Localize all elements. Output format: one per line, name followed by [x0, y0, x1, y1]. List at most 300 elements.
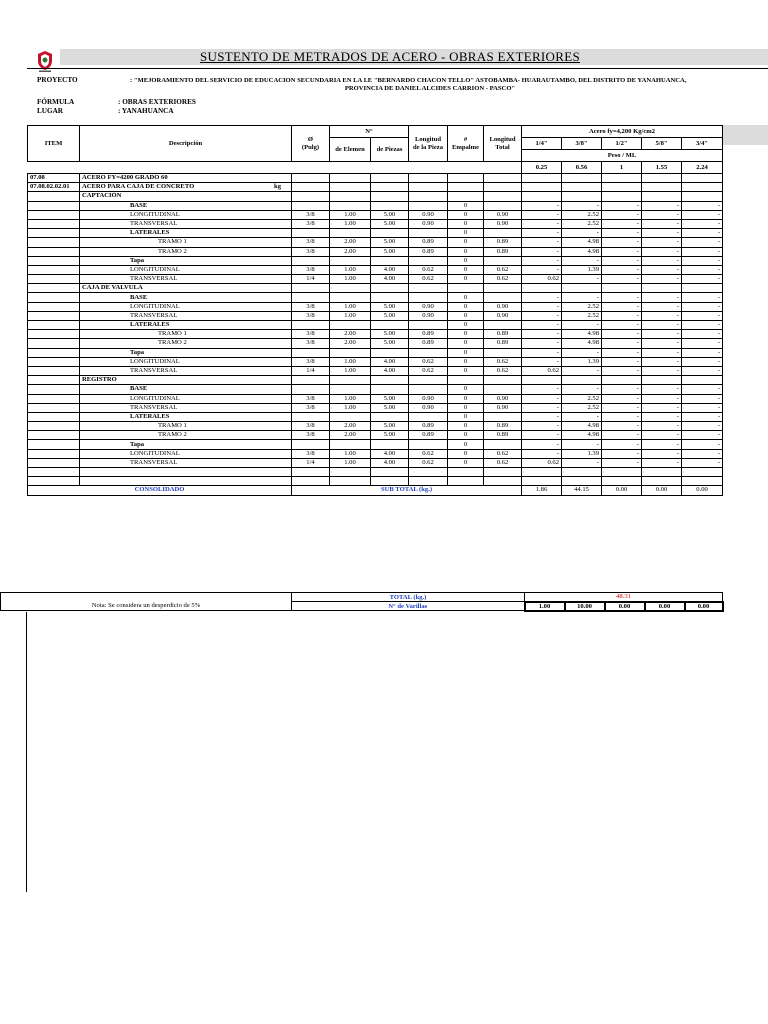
proyecto-value-line1: : "MEJORAMIENTO DEL SERVICIO DE EDUCACION SECUNDARIA EN LA I.E "BERNARDO CHACON TELLO" ASTOBAMBA- HUARAUTAMBO, DEL DISTRITO DE YANAHUANCA, [130, 77, 687, 84]
row-weight-cell: 0.62 [522, 458, 562, 467]
row-elementos: 1.00 [330, 210, 371, 219]
row-weight-cell [562, 192, 602, 201]
row-weight-cell [562, 477, 602, 486]
row-long-pieza [409, 201, 448, 210]
row-weight-cell [642, 174, 682, 183]
row-weight-cell: - [602, 247, 642, 256]
table-row [28, 321, 723, 330]
proyecto-value-line2: PROVINCIA DE DANIEL ALCIDES CARRION - PASCO" [344, 85, 516, 92]
table-row [28, 201, 723, 210]
col-size-4: 5/8" [642, 138, 682, 150]
table-row [28, 376, 723, 385]
row-diametro [292, 385, 330, 394]
row-elementos [330, 192, 371, 201]
row-empalme: 0 [448, 275, 484, 284]
row-weight-cell: 1.39 [562, 357, 602, 366]
row-item [28, 265, 80, 274]
row-piezas: 4.00 [371, 275, 409, 284]
row-weight-cell: - [522, 449, 562, 458]
col-diametro-l2: (Pulg) [301, 143, 320, 151]
row-description: TRANSVERSAL [80, 219, 292, 228]
row-weight-cell: - [602, 422, 642, 431]
row-elementos [330, 440, 371, 449]
row-piezas [371, 284, 409, 293]
row-weight-cell: 2.52 [562, 403, 602, 412]
table-row [28, 275, 723, 284]
row-weight-cell: - [682, 330, 723, 339]
row-piezas [371, 293, 409, 302]
row-weight-cell [682, 192, 723, 201]
row-description: TRANSVERSAL [80, 458, 292, 467]
row-elementos: 1.00 [330, 265, 371, 274]
row-weight-cell: - [522, 321, 562, 330]
row-piezas: 5.00 [371, 247, 409, 256]
weights-spacer [484, 162, 522, 174]
varillas-label: N° de Varillas [292, 602, 525, 611]
table-row [28, 403, 723, 412]
row-diametro: 1/4 [292, 366, 330, 375]
row-piezas: 5.00 [371, 431, 409, 440]
col-diametro-l1: Ø [307, 135, 314, 143]
row-piezas [371, 376, 409, 385]
subtotal-value: 0.00 [602, 486, 642, 495]
row-piezas [371, 385, 409, 394]
table-row [28, 229, 723, 238]
row-empalme [448, 376, 484, 385]
row-weight-cell: - [602, 265, 642, 274]
table-row [28, 431, 723, 440]
row-elementos: 2.00 [330, 422, 371, 431]
row-piezas [371, 440, 409, 449]
row-weight-cell: - [642, 431, 682, 440]
row-description: TRANSVERSAL [80, 403, 292, 412]
table-row [28, 357, 723, 366]
row-diametro [292, 284, 330, 293]
row-weight-cell: - [602, 311, 642, 320]
row-empalme: 0 [448, 440, 484, 449]
totals-table [0, 592, 724, 612]
row-weight-cell: - [642, 293, 682, 302]
row-long-total: 0.62 [484, 275, 522, 284]
row-piezas: 4.00 [371, 265, 409, 274]
row-diametro: 3/8 [292, 449, 330, 458]
row-item: 07.08.02.02.01 [28, 183, 80, 192]
row-elementos: 1.00 [330, 403, 371, 412]
row-weight-cell: - [682, 394, 723, 403]
row-weight-cell: - [522, 385, 562, 394]
row-weight-cell: - [642, 302, 682, 311]
row-elementos [330, 468, 371, 477]
row-description: LONGITUDINAL [80, 449, 292, 458]
row-long-pieza: 0.62 [409, 366, 448, 375]
row-weight-cell: - [682, 229, 723, 238]
row-elementos: 2.00 [330, 339, 371, 348]
row-weight-cell: - [562, 366, 602, 375]
row-weight-cell: - [642, 247, 682, 256]
row-weight-cell: 2.52 [562, 394, 602, 403]
row-weight-cell: 4.98 [562, 247, 602, 256]
row-weight-cell: 2.52 [562, 219, 602, 228]
row-weight-cell: - [522, 440, 562, 449]
row-weight-cell: - [562, 256, 602, 265]
weight-1: 0.25 [522, 162, 562, 174]
row-weight-cell: - [682, 385, 723, 394]
row-weight-cell [682, 183, 723, 192]
lugar-label: LUGAR [37, 107, 63, 115]
row-weight-cell [682, 477, 723, 486]
table-row [28, 449, 723, 458]
row-elementos: 1.00 [330, 449, 371, 458]
table-row [28, 422, 723, 431]
row-empalme [448, 192, 484, 201]
row-long-pieza: 0.90 [409, 311, 448, 320]
row-elementos [330, 284, 371, 293]
row-item [28, 348, 80, 357]
weights-spacer [448, 162, 484, 174]
subtotal-value: 0.00 [642, 486, 682, 495]
row-weight-cell: - [522, 219, 562, 228]
row-piezas [371, 412, 409, 421]
row-weight-cell [602, 376, 642, 385]
subtotal-label: SUB TOTAL (kg.) [292, 486, 522, 495]
row-weight-cell: - [642, 394, 682, 403]
row-item [28, 201, 80, 210]
row-weight-cell: 2.52 [562, 210, 602, 219]
row-item [28, 403, 80, 412]
row-diametro [292, 229, 330, 238]
row-diametro [292, 201, 330, 210]
row-weight-cell: - [602, 302, 642, 311]
row-piezas [371, 468, 409, 477]
row-elementos [330, 376, 371, 385]
row-weight-cell: 4.98 [562, 339, 602, 348]
row-diametro [292, 174, 330, 183]
weights-spacer [292, 162, 330, 174]
row-elementos: 1.00 [330, 311, 371, 320]
weights-spacer [330, 162, 371, 174]
row-weight-cell: - [522, 201, 562, 210]
row-diametro [292, 477, 330, 486]
row-long-total: 0.89 [484, 247, 522, 256]
row-long-total: 0.89 [484, 238, 522, 247]
header-side-band [722, 125, 768, 145]
row-elementos: 2.00 [330, 431, 371, 440]
row-weight-cell: - [522, 238, 562, 247]
row-diametro: 3/8 [292, 238, 330, 247]
row-weight-cell: 4.98 [562, 422, 602, 431]
row-description: TRAMO 2 [80, 431, 292, 440]
row-empalme: 0 [448, 348, 484, 357]
row-weight-cell [642, 192, 682, 201]
row-long-total [484, 468, 522, 477]
row-long-total: 0.62 [484, 265, 522, 274]
row-long-total: 0.90 [484, 219, 522, 228]
row-long-pieza: 0.62 [409, 458, 448, 467]
row-description: LATERALES [80, 229, 292, 238]
table-row [28, 183, 723, 192]
row-description: Tapa [80, 440, 292, 449]
row-weight-cell: - [642, 449, 682, 458]
row-weight-cell: - [642, 403, 682, 412]
row-empalme: 0 [448, 293, 484, 302]
row-elementos: 1.00 [330, 357, 371, 366]
steel-metrics-table [27, 125, 723, 496]
row-long-pieza: 0.90 [409, 302, 448, 311]
row-weight-cell: - [602, 256, 642, 265]
weights-spacer [80, 162, 292, 174]
page-title: SUSTENTO DE METRADOS DE ACERO - OBRAS EXTERIORES [200, 49, 580, 64]
formula-value: : OBRAS EXTERIORES [118, 98, 196, 106]
row-weight-cell: - [642, 339, 682, 348]
table-row [28, 366, 723, 375]
row-weight-cell: - [562, 229, 602, 238]
table-row [28, 458, 723, 467]
row-weight-cell: - [682, 403, 723, 412]
table-row [28, 330, 723, 339]
row-long-pieza: 0.90 [409, 394, 448, 403]
row-weight-cell: - [682, 321, 723, 330]
row-item [28, 357, 80, 366]
row-long-total: 0.90 [484, 403, 522, 412]
row-long-pieza [409, 440, 448, 449]
row-item [28, 321, 80, 330]
row-diametro [292, 192, 330, 201]
row-empalme: 0 [448, 357, 484, 366]
row-long-pieza [409, 468, 448, 477]
row-weight-cell: - [682, 412, 723, 421]
row-piezas: 5.00 [371, 210, 409, 219]
row-piezas [371, 321, 409, 330]
table-row [28, 385, 723, 394]
row-weight-cell [642, 468, 682, 477]
row-weight-cell: - [522, 422, 562, 431]
row-weight-cell: - [642, 366, 682, 375]
row-long-pieza: 0.62 [409, 275, 448, 284]
row-weight-cell: - [522, 229, 562, 238]
row-unit: kg [274, 183, 281, 191]
row-weight-cell: 0.62 [522, 275, 562, 284]
row-empalme: 0 [448, 247, 484, 256]
table-row [28, 394, 723, 403]
row-long-pieza: 0.89 [409, 422, 448, 431]
row-weight-cell [522, 174, 562, 183]
row-long-total: 0.89 [484, 422, 522, 431]
row-weight-cell: - [682, 275, 723, 284]
row-weight-cell: - [642, 238, 682, 247]
row-weight-cell: - [602, 366, 642, 375]
row-piezas [371, 192, 409, 201]
row-description: CAPTACIÓN [80, 192, 292, 201]
row-description: TRAMO 1 [80, 238, 292, 247]
row-weight-cell: 1.39 [562, 449, 602, 458]
table-row [28, 339, 723, 348]
row-empalme: 0 [448, 265, 484, 274]
row-description: BASE [80, 293, 292, 302]
row-empalme: 0 [448, 458, 484, 467]
row-diametro [292, 348, 330, 357]
row-diametro: 3/8 [292, 210, 330, 219]
table-row [28, 440, 723, 449]
row-item [28, 440, 80, 449]
row-piezas [371, 183, 409, 192]
row-elementos [330, 385, 371, 394]
header-divider [27, 68, 768, 69]
row-weight-cell [562, 376, 602, 385]
row-empalme [448, 284, 484, 293]
row-item [28, 431, 80, 440]
row-weight-cell: - [602, 238, 642, 247]
row-long-pieza [409, 376, 448, 385]
row-weight-cell: - [602, 229, 642, 238]
row-elementos: 1.00 [330, 219, 371, 228]
row-empalme: 0 [448, 339, 484, 348]
row-weight-cell: - [602, 330, 642, 339]
row-description [80, 477, 292, 486]
row-weight-cell: - [642, 357, 682, 366]
col-peso: Peso / ML [522, 150, 723, 162]
row-weight-cell: - [682, 302, 723, 311]
row-long-total: 0.62 [484, 366, 522, 375]
row-diametro [292, 293, 330, 302]
row-weight-cell [522, 192, 562, 201]
row-long-pieza [409, 293, 448, 302]
row-long-pieza: 0.89 [409, 247, 448, 256]
subtotal-value: 1.86 [522, 486, 562, 495]
row-weight-cell [602, 192, 642, 201]
row-empalme: 0 [448, 256, 484, 265]
row-long-total [484, 284, 522, 293]
row-long-total [484, 256, 522, 265]
row-item [28, 412, 80, 421]
row-long-pieza [409, 412, 448, 421]
row-piezas: 5.00 [371, 422, 409, 431]
row-item [28, 449, 80, 458]
row-diametro: 3/8 [292, 219, 330, 228]
row-weight-cell [682, 284, 723, 293]
row-description: TRAMO 2 [80, 339, 292, 348]
row-item [28, 422, 80, 431]
row-long-total [484, 440, 522, 449]
row-weight-cell: - [562, 348, 602, 357]
row-item [28, 339, 80, 348]
col-size-5: 3/4" [682, 138, 723, 150]
row-item [28, 366, 80, 375]
row-empalme: 0 [448, 201, 484, 210]
row-weight-cell: - [642, 412, 682, 421]
col-size-3: 1/2" [602, 138, 642, 150]
row-piezas: 4.00 [371, 458, 409, 467]
row-weight-cell [642, 477, 682, 486]
row-long-pieza [409, 385, 448, 394]
row-long-total [484, 201, 522, 210]
row-elementos [330, 201, 371, 210]
row-empalme: 0 [448, 449, 484, 458]
row-long-pieza [409, 183, 448, 192]
row-weight-cell: - [682, 431, 723, 440]
total-label: TOTAL (kg.) [292, 593, 525, 602]
row-empalme [448, 174, 484, 183]
row-weight-cell: - [682, 210, 723, 219]
row-empalme: 0 [448, 238, 484, 247]
row-elementos: 2.00 [330, 238, 371, 247]
col-n: N° [330, 126, 409, 138]
row-weight-cell: - [602, 385, 642, 394]
col-descripcion: Descripción [80, 126, 292, 162]
row-elementos: 1.00 [330, 394, 371, 403]
row-long-total: 0.89 [484, 330, 522, 339]
row-weight-cell: - [682, 339, 723, 348]
proyecto-label: PROYECTO [37, 76, 78, 84]
row-long-pieza [409, 348, 448, 357]
row-diametro: 3/8 [292, 357, 330, 366]
row-long-total [484, 376, 522, 385]
row-long-pieza [409, 174, 448, 183]
institution-logo-icon [33, 49, 57, 73]
row-item [28, 477, 80, 486]
row-weight-cell [602, 174, 642, 183]
consolidado-row [28, 486, 723, 495]
row-weight-cell: - [642, 330, 682, 339]
row-weight-cell: - [682, 293, 723, 302]
row-long-total [484, 183, 522, 192]
row-empalme: 0 [448, 403, 484, 412]
row-item [28, 256, 80, 265]
row-weight-cell: - [642, 229, 682, 238]
row-long-total [484, 229, 522, 238]
row-item [28, 284, 80, 293]
row-weight-cell: - [642, 458, 682, 467]
weight-3: 1 [602, 162, 642, 174]
row-weight-cell: - [642, 422, 682, 431]
row-diametro: 3/8 [292, 311, 330, 320]
row-weight-cell [682, 376, 723, 385]
row-diametro [292, 183, 330, 192]
row-weight-cell: - [602, 458, 642, 467]
row-weight-cell: - [642, 219, 682, 228]
row-diametro: 3/8 [292, 431, 330, 440]
row-weight-cell: - [642, 256, 682, 265]
col-empalme-l1: # [463, 135, 468, 143]
row-description: TRANSVERSAL [80, 366, 292, 375]
varillas-value: 0.00 [605, 602, 645, 611]
row-piezas: 5.00 [371, 311, 409, 320]
row-item [28, 192, 80, 201]
row-weight-cell: - [642, 210, 682, 219]
col-long-total-l2: Total [495, 143, 510, 151]
table-row [28, 238, 723, 247]
row-long-total [484, 348, 522, 357]
row-description: TRANSVERSAL [80, 311, 292, 320]
row-long-total [484, 293, 522, 302]
varillas-value: 10.00 [565, 602, 605, 611]
row-long-total: 0.89 [484, 339, 522, 348]
row-long-pieza: 0.90 [409, 219, 448, 228]
row-weight-cell: - [562, 440, 602, 449]
row-elementos [330, 321, 371, 330]
row-long-total: 0.62 [484, 357, 522, 366]
row-weight-cell: - [642, 440, 682, 449]
row-empalme: 0 [448, 431, 484, 440]
row-description: Tapa [80, 348, 292, 357]
col-size-1: 1/4" [522, 138, 562, 150]
row-diametro: 3/8 [292, 339, 330, 348]
col-elem: de Elemen [330, 138, 371, 162]
row-weight-cell: - [522, 256, 562, 265]
subtotal-value: 0.00 [682, 486, 723, 495]
row-description: CAJA DE VALVULA [80, 284, 292, 293]
row-piezas: 5.00 [371, 330, 409, 339]
row-empalme [448, 477, 484, 486]
